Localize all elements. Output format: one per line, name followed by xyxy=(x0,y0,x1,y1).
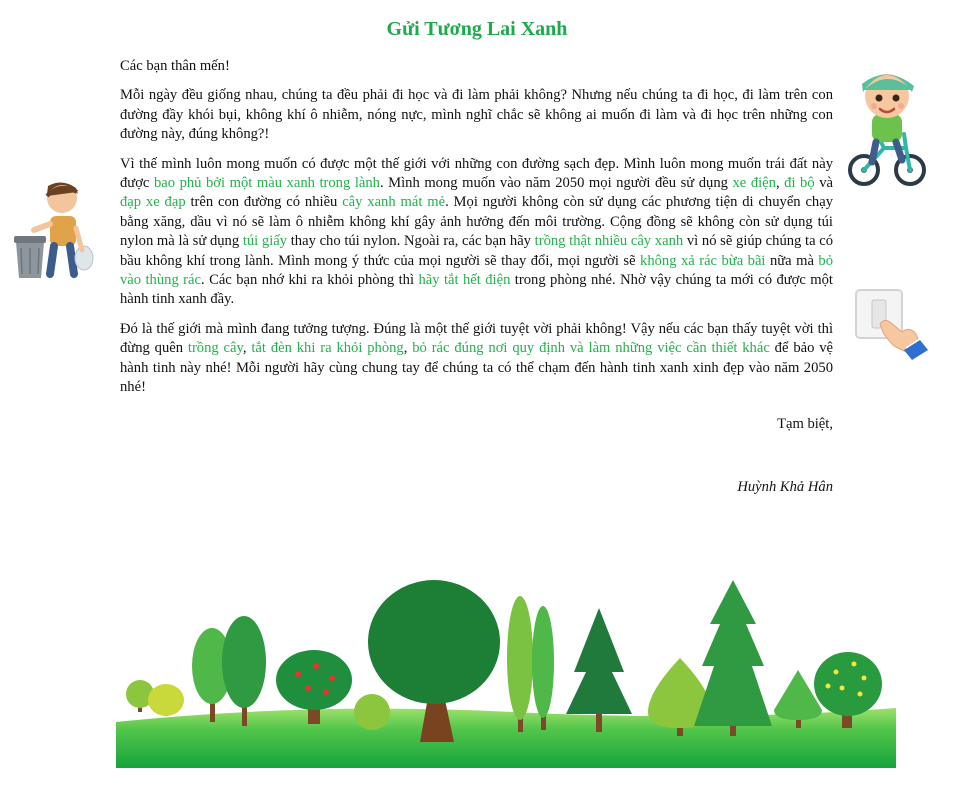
greeting: Các bạn thân mến! xyxy=(120,58,230,74)
highlight-trash-bin: bỏ vào thùng rác xyxy=(120,252,833,289)
highlight-walking: đi bộ xyxy=(784,175,815,192)
highlight-plant-trees: trồng thật nhiều cây xanh xyxy=(534,233,684,250)
paragraph-1: Mỗi ngày đều giống nhau, chúng ta đều phải đi học và đi làm phải không? Nhưng nếu chúng ta đi học, đi làm trên con đường đầy khói bụi, không khí ô nhiễm, nóng nực, mình nghĩ chắc sẽ không ai muốn đi làm và đi học trên những con đường này, đúng không?! xyxy=(120,87,833,143)
forest-illustration xyxy=(112,562,896,773)
highlight-cycling: đạp xe đạp xyxy=(120,194,186,211)
highlight-electric-vehicle: xe điện xyxy=(732,175,776,192)
paragraph-3: Đó là thế giới mà mình đang tưởng tượng. Đúng là một thế giới tuyệt vời phải không! Vậy nếu các bạn thấy tuyệt vời thì đừng quên trồng cây, tắt đèn khi ra khỏi phòng, bỏ rác đúng nơi quy định và làm những việc cần thiết khác để bảo vệ hành tinh này nhé! Mỗi người hãy cùng chung tay để chúng ta có thể chạm đến hành tinh xanh xinh đẹp vào năm 2050 nhé! xyxy=(120,320,834,396)
signature: Huỳnh Khả Hân xyxy=(737,479,833,495)
highlight-paper-bag: túi giấy xyxy=(242,233,288,250)
boy-cycling-icon xyxy=(846,62,928,195)
highlight-turn-off-power: hãy tắt hết điện xyxy=(418,272,511,289)
closing-text: Tạm biệt, xyxy=(777,416,833,432)
highlight-green-cover: bao phủ bởi một màu xanh trong lành xyxy=(153,175,380,192)
highlight-green-trees: cây xanh mát mẻ xyxy=(342,194,446,211)
highlight-turn-off-lights: tắt đèn khi ra khỏi phòng xyxy=(251,340,404,357)
light-switch-icon xyxy=(854,288,930,365)
highlight-no-littering: không xả rác bừa bãi xyxy=(640,252,766,269)
paragraph-2: Vì thế mình luôn mong muốn có được một thế giới với những con đường sạch đẹp. Mình luôn mong muốn trái đất này được bao phủ bởi một màu xanh trong lành. Mình mong muốn vào năm 2050 mọi người đều sử dụng xe điện, đi bộ và đạp xe đạp trên con đường có nhiều cây xanh mát mẻ. Mọi người không còn sử dụng các phương tiện di chuyển chạy bằng xăng, dầu vì nó sẽ làm ô nhiễm không khí gây ảnh hưởng đến môi trường. Cộng đồng sẽ không còn sử dụng túi nylon mà là sử dụng túi giấy thay cho túi nylon. Ngoài ra, các bạn hãy trồng thật nhiều cây xanh vì nó sẽ giúp chúng ta có bầu không khí trong lành. Mình mong ý thức của mọi người sẽ thay đổi, mọi người sẽ không xả rác bừa bãi nữa mà bỏ vào thùng rác. Các bạn nhớ khi ra khỏi phòng thì hãy tắt hết điện trong phòng nhé. Nhờ vậy chúng ta mới có được một hành tinh xanh đầy. xyxy=(120,155,834,308)
highlight-plant-tree: trồng cây xyxy=(187,340,243,357)
boy-recycling-icon xyxy=(12,178,98,289)
letter-title: Gửi Tương Lai Xanh xyxy=(386,18,568,40)
letter-body xyxy=(120,57,833,408)
highlight-proper-disposal: bỏ rác đúng nơi quy định và làm những việc cần thiết khác xyxy=(412,340,770,357)
